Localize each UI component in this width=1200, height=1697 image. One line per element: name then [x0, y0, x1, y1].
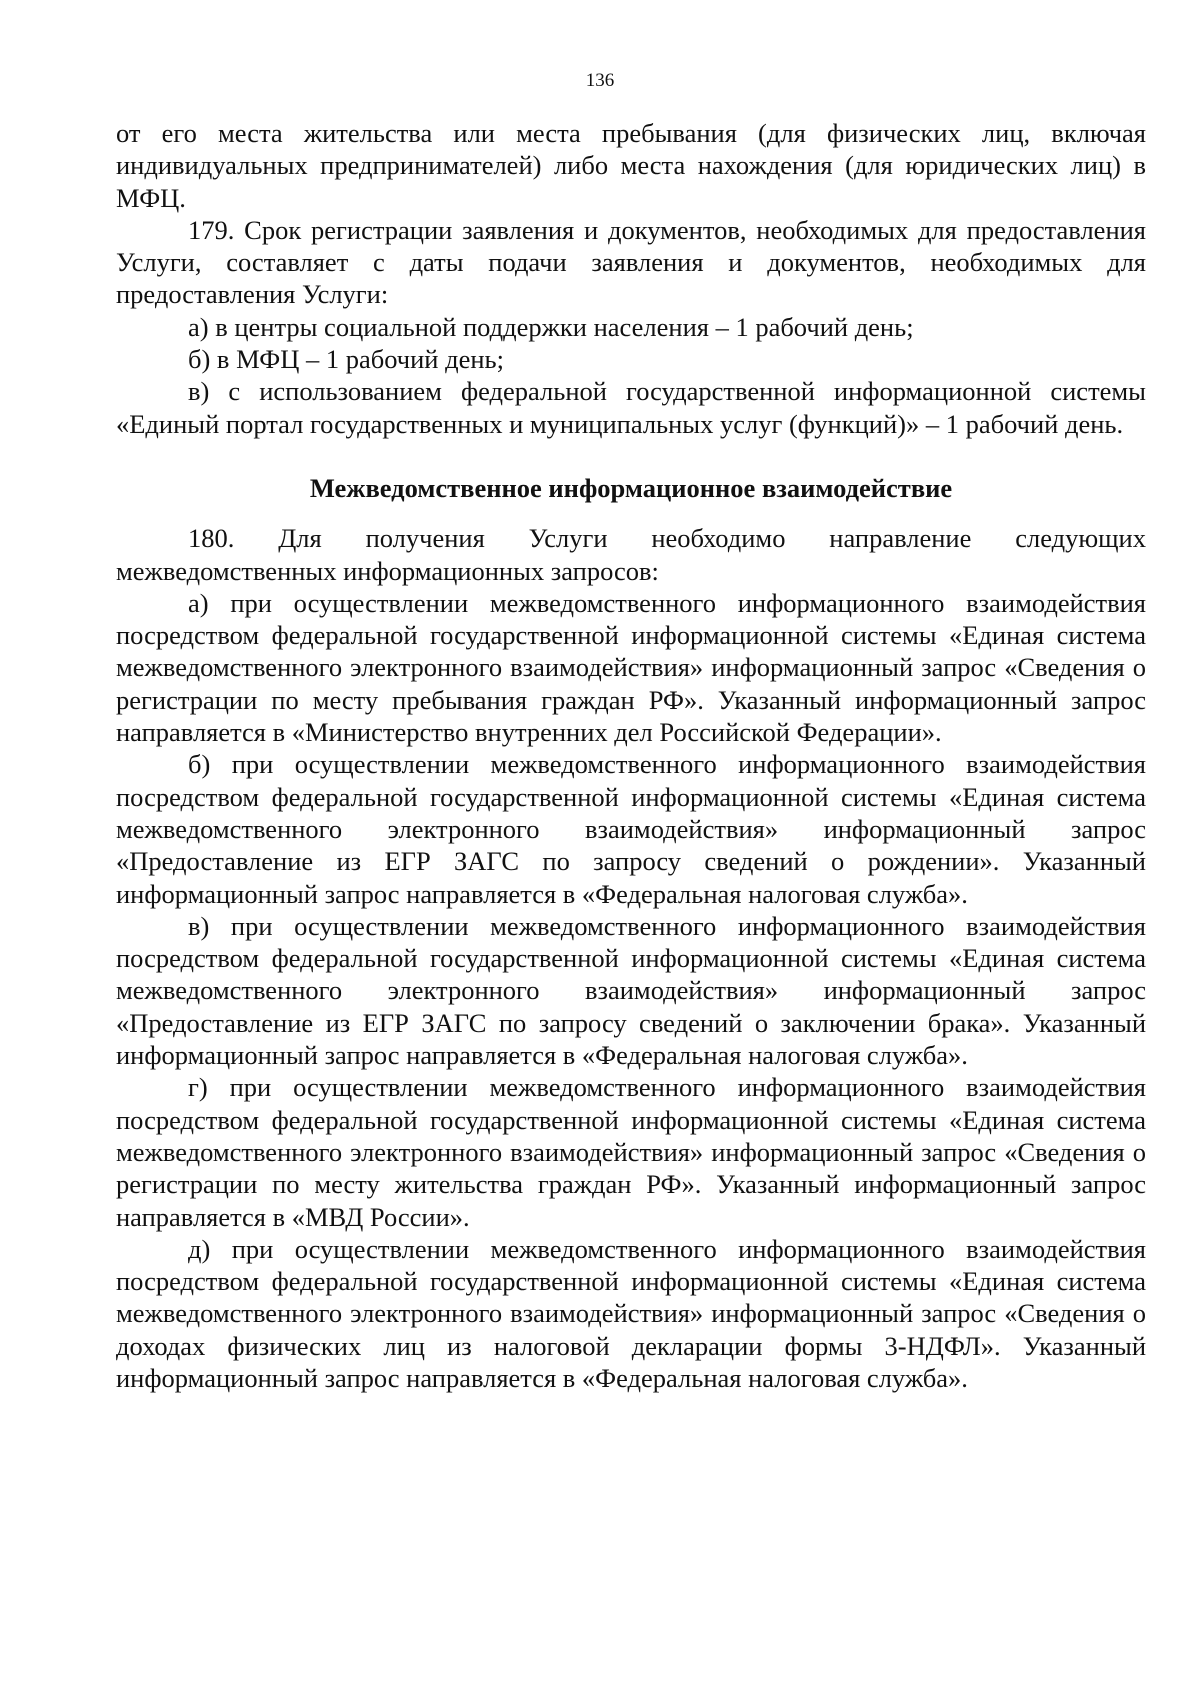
document-body: [116, 117, 1146, 1394]
paragraph-180: 180. Для получения Услуги необходимо направление следующих межведомственных информационных запросов:: [116, 523, 1146, 586]
list-item-v: в) с использованием федеральной государственной информационной системы «Единый портал государственных и муниципальных услуг (функций)» – 1 рабочий день.: [116, 376, 1146, 439]
paragraph-179: 179. Срок регистрации заявления и документов, необходимых для предоставления Услуги, составляет с даты подачи заявления и документов, необходимых для предоставления Услуги:: [116, 214, 1146, 310]
request-item-d: д) при осуществлении межведомственного информационного взаимодействия посредством федеральной государственной информационной системы «Единая система межведомственного электронного взаимодействия» информационный запрос «Сведения о доходах физических лиц из налоговой декларации формы 3-НДФЛ». Указанный информационный запрос направляется в «Федеральная налоговая служба».: [116, 1233, 1146, 1393]
request-item-b: б) при осуществлении межведомственного информационного взаимодействия посредством федеральной государственной информационной системы «Единая система межведомственного электронного взаимодействия» информационный запрос «Предоставление из ЕГР ЗАГС по запросу сведений о рождении». Указанный информационный запрос направляется в «Федеральная налоговая служба».: [116, 749, 1146, 909]
request-item-v: в) при осуществлении межведомственного информационного взаимодействия посредством федеральной государственной информационной системы «Единая система межведомственного электронного взаимодействия» информационный запрос «Предоставление из ЕГР ЗАГС по запросу сведений о заключении брака». Указанный информационный запрос направляется в «Федеральная налоговая служба».: [116, 910, 1146, 1071]
section-heading: Межведомственное информационное взаимодействие: [309, 472, 953, 503]
page-number: 136: [585, 70, 615, 91]
list-item-b: б) в МФЦ – 1 рабочий день;: [188, 344, 504, 375]
paragraph-continuation: от его места жительства или места пребывания (для физических лиц, включая индивидуальных предпринимателей) либо места нахождения (для юридических лиц) в МФЦ.: [116, 118, 1146, 213]
request-item-g: г) при осуществлении межведомственного информационного взаимодействия посредством федеральной государственной информационной системы «Единая система межведомственного электронного взаимодействия» информационный запрос «Сведения о регистрации по месту жительства граждан РФ». Указанный информационный запрос направляется в «МВД России».: [116, 1072, 1146, 1232]
request-item-a: а) при осуществлении межведомственного информационного взаимодействия посредством федеральной государственной информационной системы «Единая система межведомственного электронного взаимодействия» информационный запрос «Сведения о регистрации по месту пребывания граждан РФ». Указанный информационный запрос направляется в «Министерство внутренних дел Российской Федерации».: [116, 587, 1146, 748]
list-item-a: а) в центры социальной поддержки населения – 1 рабочий день;: [188, 311, 914, 342]
